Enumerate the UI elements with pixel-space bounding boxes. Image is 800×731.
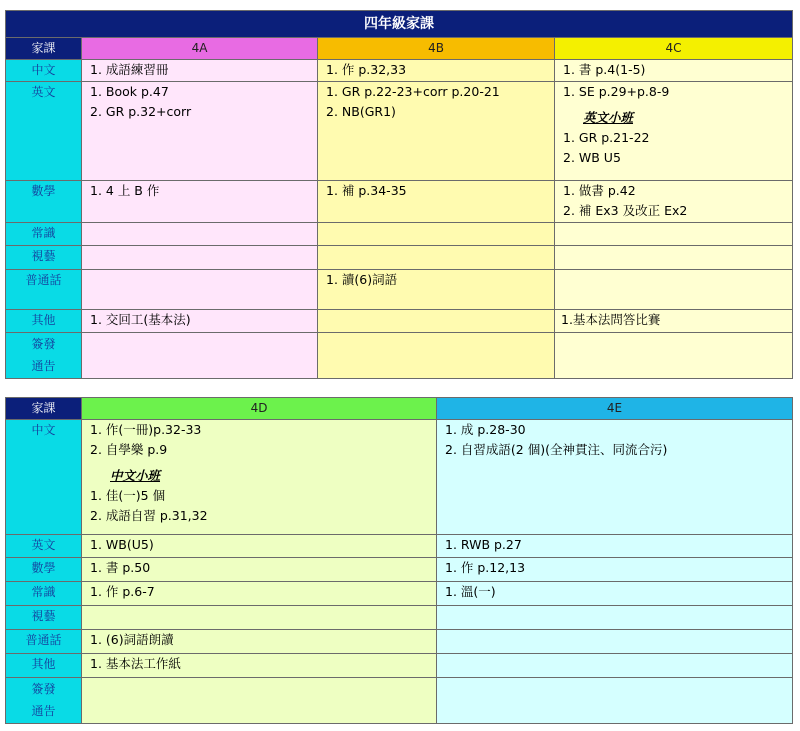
subject-label: 常識 xyxy=(6,223,82,246)
homework-item: 1. GR p.21-22 xyxy=(563,130,650,145)
cell-4c-notices xyxy=(555,333,793,379)
header-label: 家課 xyxy=(6,398,82,420)
homework-item: 1. 作 p.6-7 xyxy=(90,584,155,599)
subject-label: 英文 xyxy=(6,535,82,558)
cell-4a-putonghua xyxy=(82,270,318,310)
subject-label: 數學 xyxy=(6,558,82,582)
homework-item: 1. 作 p.12,13 xyxy=(445,560,526,575)
cell-4e-putonghua xyxy=(437,630,793,654)
homework-item: 1. 做書 p.42 xyxy=(563,183,636,198)
homework-item: 2. GR p.32+corr xyxy=(90,104,192,119)
cell-4c-english xyxy=(555,82,793,181)
homework-item: 1. WB(U5) xyxy=(90,537,154,552)
cell-4d-putonghua xyxy=(82,630,437,654)
class-header-4e: 4E xyxy=(437,398,793,420)
subject-label: 簽發 通告 xyxy=(6,333,82,379)
subject-label: 視藝 xyxy=(6,246,82,270)
row-visual-arts xyxy=(6,606,793,630)
row-general-studies xyxy=(6,223,793,246)
cell-4a-chinese xyxy=(82,60,318,82)
homework-item: 1. 基本法工作紙 xyxy=(90,656,181,671)
cell-4e-math xyxy=(437,558,793,582)
cell-4d-general-studies xyxy=(82,582,437,606)
cell-4b-putonghua xyxy=(318,270,555,310)
cell-4a-math xyxy=(82,181,318,223)
row-math xyxy=(6,558,793,582)
class-header-4b: 4B xyxy=(318,38,555,60)
homework-table-4d-4e xyxy=(5,397,793,724)
cell-4b-math xyxy=(318,181,555,223)
homework-item: 1. (6)詞語朗讀 xyxy=(90,632,174,647)
class-header-4d: 4D xyxy=(82,398,437,420)
cell-4b-notices xyxy=(318,333,555,379)
cell-4b-general-studies xyxy=(318,223,555,246)
cell-4e-notices xyxy=(437,678,793,724)
row-english xyxy=(6,535,793,558)
cell-4d-notices xyxy=(82,678,437,724)
cell-4c-putonghua xyxy=(555,270,793,310)
cell-4b-chinese xyxy=(318,60,555,82)
homework-table-4a-4c xyxy=(5,10,793,379)
homework-item: 1. RWB p.27 xyxy=(445,537,522,552)
cell-4b-english xyxy=(318,82,555,181)
cell-4c-math xyxy=(555,181,793,223)
row-others xyxy=(6,654,793,678)
homework-item: 1. GR p.22-23+corr p.20-21 xyxy=(326,84,500,99)
cell-4d-english xyxy=(82,535,437,558)
cell-4c-visual-arts xyxy=(555,246,793,270)
homework-item: 1. 4 上 B 作 xyxy=(90,183,160,198)
cell-4a-notices xyxy=(82,333,318,379)
cell-4a-general-studies xyxy=(82,223,318,246)
homework-item: 1. 成 p.28-30 xyxy=(445,422,526,437)
row-english xyxy=(6,82,793,181)
subject-label: 中文 xyxy=(6,60,82,82)
class-header-4a: 4A xyxy=(82,38,318,60)
row-others xyxy=(6,310,793,333)
homework-item: 2. 成語自習 p.31,32 xyxy=(90,508,208,523)
cell-4c-general-studies xyxy=(555,223,793,246)
homework-item: 1. 成語練習冊 xyxy=(90,62,169,77)
homework-item: 1. 佳(一)5 個 xyxy=(90,488,166,503)
homework-item: 1. 書 p.50 xyxy=(90,560,151,575)
homework-item: 1. 讀(6)詞語 xyxy=(326,272,398,287)
subject-label: 其他 xyxy=(6,654,82,678)
homework-item: 2. 自學樂 p.9 xyxy=(90,442,168,457)
subject-label: 常識 xyxy=(6,582,82,606)
homework-item: 1.基本法問答比賽 xyxy=(561,312,661,327)
subject-label: 普通話 xyxy=(6,270,82,310)
row-visual-arts xyxy=(6,246,793,270)
homework-item: 1. 作(一冊)p.32-33 xyxy=(90,422,202,437)
homework-item: 1. 交回工(基本法) xyxy=(90,312,191,327)
cell-4d-math xyxy=(82,558,437,582)
cell-4e-chinese xyxy=(437,420,793,535)
page-title: 四年級家課 xyxy=(6,11,793,38)
row-general-studies xyxy=(6,582,793,606)
cell-4d-others xyxy=(82,654,437,678)
header-label: 家課 xyxy=(6,38,82,60)
row-putonghua xyxy=(6,270,793,310)
cell-4a-others xyxy=(82,310,318,333)
subject-label: 視藝 xyxy=(6,606,82,630)
row-chinese xyxy=(6,60,793,82)
cell-4d-chinese xyxy=(82,420,437,535)
small-class-heading: 中文小班 xyxy=(110,468,161,483)
homework-item: 1. 溫(一) xyxy=(445,584,496,599)
row-notices xyxy=(6,333,793,379)
cell-4b-visual-arts xyxy=(318,246,555,270)
homework-item: 1. SE p.29+p.8-9 xyxy=(563,84,670,99)
cell-4b-others xyxy=(318,310,555,333)
cell-4e-visual-arts xyxy=(437,606,793,630)
cell-4e-others xyxy=(437,654,793,678)
subject-label: 數學 xyxy=(6,181,82,223)
row-notices xyxy=(6,678,793,724)
cell-4a-english xyxy=(82,82,318,181)
class-header-4c: 4C xyxy=(555,38,793,60)
cell-4d-visual-arts xyxy=(82,606,437,630)
cell-4e-general-studies xyxy=(437,582,793,606)
homework-item: 2. NB(GR1) xyxy=(326,104,396,119)
cell-4a-visual-arts xyxy=(82,246,318,270)
row-chinese xyxy=(6,420,793,535)
cell-4c-chinese xyxy=(555,60,793,82)
homework-item: 2. WB U5 xyxy=(563,150,621,165)
cell-4e-english xyxy=(437,535,793,558)
homework-item: 2. 自習成語(2 個)(全神貫注、同流合污) xyxy=(445,442,668,457)
subject-label: 其他 xyxy=(6,310,82,333)
subject-label: 中文 xyxy=(6,420,82,535)
small-class-heading: 英文小班 xyxy=(583,110,634,125)
cell-4c-others xyxy=(555,310,793,333)
homework-item: 1. 書 p.4(1-5) xyxy=(563,62,646,77)
subject-label: 普通話 xyxy=(6,630,82,654)
row-putonghua xyxy=(6,630,793,654)
homework-item: 1. Book p.47 xyxy=(90,84,169,99)
homework-item: 1. 作 p.32,33 xyxy=(326,62,407,77)
row-math xyxy=(6,181,793,223)
homework-item: 1. 補 p.34-35 xyxy=(326,183,407,198)
subject-label: 英文 xyxy=(6,82,82,181)
homework-item: 2. 補 Ex3 及改正 Ex2 xyxy=(563,203,688,218)
subject-label: 簽發 通告 xyxy=(6,678,82,724)
